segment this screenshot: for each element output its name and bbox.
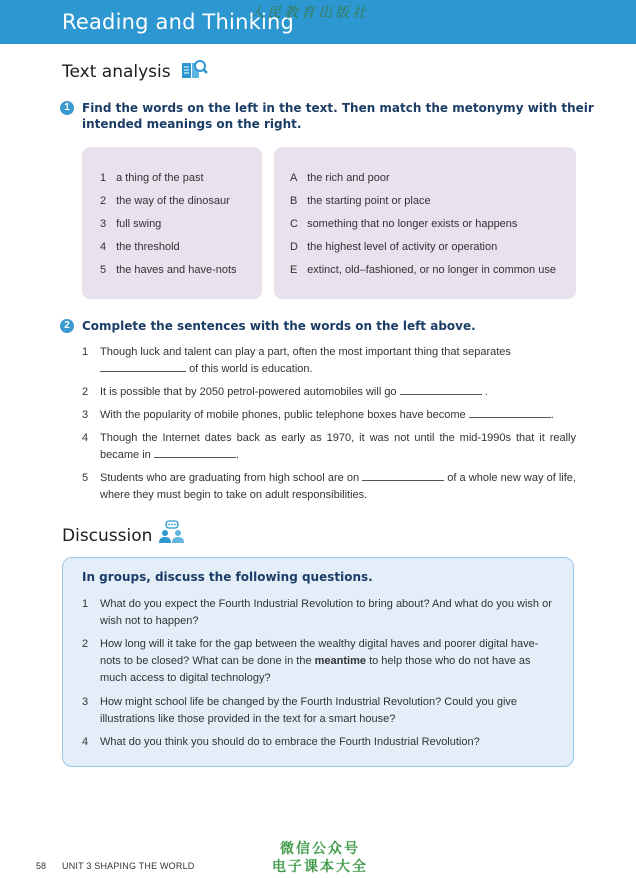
sentence-item: 5 Students who are graduating from high school are on of a whole new way of life, where they must begin to take on adult responsibilities. — [82, 472, 576, 501]
sentence-item: 4 Though the Internet dates back as early as 1970, it was not until the mid-1990s that it really became in . — [82, 432, 576, 461]
question-1-number: 1 — [60, 101, 74, 115]
answer-blank[interactable] — [362, 479, 444, 481]
watermark-line1: 微信公众号 — [280, 841, 360, 857]
right-item: A the rich and poor — [290, 172, 390, 184]
answer-blank[interactable] — [100, 370, 186, 372]
section-title-text-analysis: Text analysis — [62, 62, 171, 82]
publisher-mark: 人民教育出版社 — [250, 5, 369, 21]
unit-title: UNIT 3 SHAPING THE WORLD — [62, 861, 195, 871]
discussion-question: 4 What do you think you should do to embrace the Fourth Industrial Revolution? — [82, 736, 480, 748]
question-2-text: Complete the sentences with the words on the left above. — [82, 319, 476, 333]
right-item: D the highest level of activity or operation — [290, 241, 498, 253]
discussion-question: 2 How long will it take for the gap between the wealthy digital haves and poorer digital have-nots to be closed? What can be done in the meantime to help those who do not have as much access to digital technology? — [82, 638, 539, 684]
sentence-item: 2 It is possible that by 2050 petrol-powered automobiles will go . — [82, 386, 488, 398]
left-item: 3 full swing — [100, 218, 162, 230]
page-title: Reading and Thinking — [62, 10, 295, 34]
answer-blank[interactable] — [469, 416, 551, 418]
right-item: B the starting point or place — [290, 195, 431, 207]
discussion-question: 3 How might school life be changed by the Fourth Industrial Revolution? Could you give illustrations like those provided in the text for a smart house? — [82, 696, 518, 725]
answer-blank[interactable] — [400, 393, 482, 395]
right-item: E extinct, old–fashioned, or no longer in common use — [290, 264, 556, 276]
right-item: C something that no longer exists or happens — [290, 218, 518, 230]
question-2-number: 2 — [60, 319, 74, 333]
left-item: 1 a thing of the past — [100, 172, 204, 184]
left-item: 4 the threshold — [100, 241, 180, 253]
answer-blank[interactable] — [154, 456, 236, 458]
left-item: 2 the way of the dinosaur — [100, 195, 230, 207]
discussion-heading: In groups, discuss the following questions. — [82, 570, 373, 584]
left-item: 5 the haves and have-nots — [100, 264, 237, 276]
group-discussion-icon — [158, 520, 186, 544]
question-1-text: Find the words on the left in the text. Then match the metonymy with their intended meanings on the right. — [82, 101, 594, 131]
discussion-question: 1 What do you expect the Fourth Industrial Revolution to bring about? And what do you wish or wish not to happen? — [82, 598, 552, 627]
watermark-line2: 电子课本大全 — [272, 859, 368, 875]
sentence-item: 3 With the popularity of mobile phones, public telephone boxes have become . — [82, 409, 554, 421]
page-number: 58 — [36, 861, 47, 871]
section-title-discussion: Discussion — [62, 526, 153, 546]
book-search-icon — [180, 58, 208, 80]
sentence-item: 1 Though luck and talent can play a part, often the most important thing that separates of this world is education. — [82, 346, 511, 375]
